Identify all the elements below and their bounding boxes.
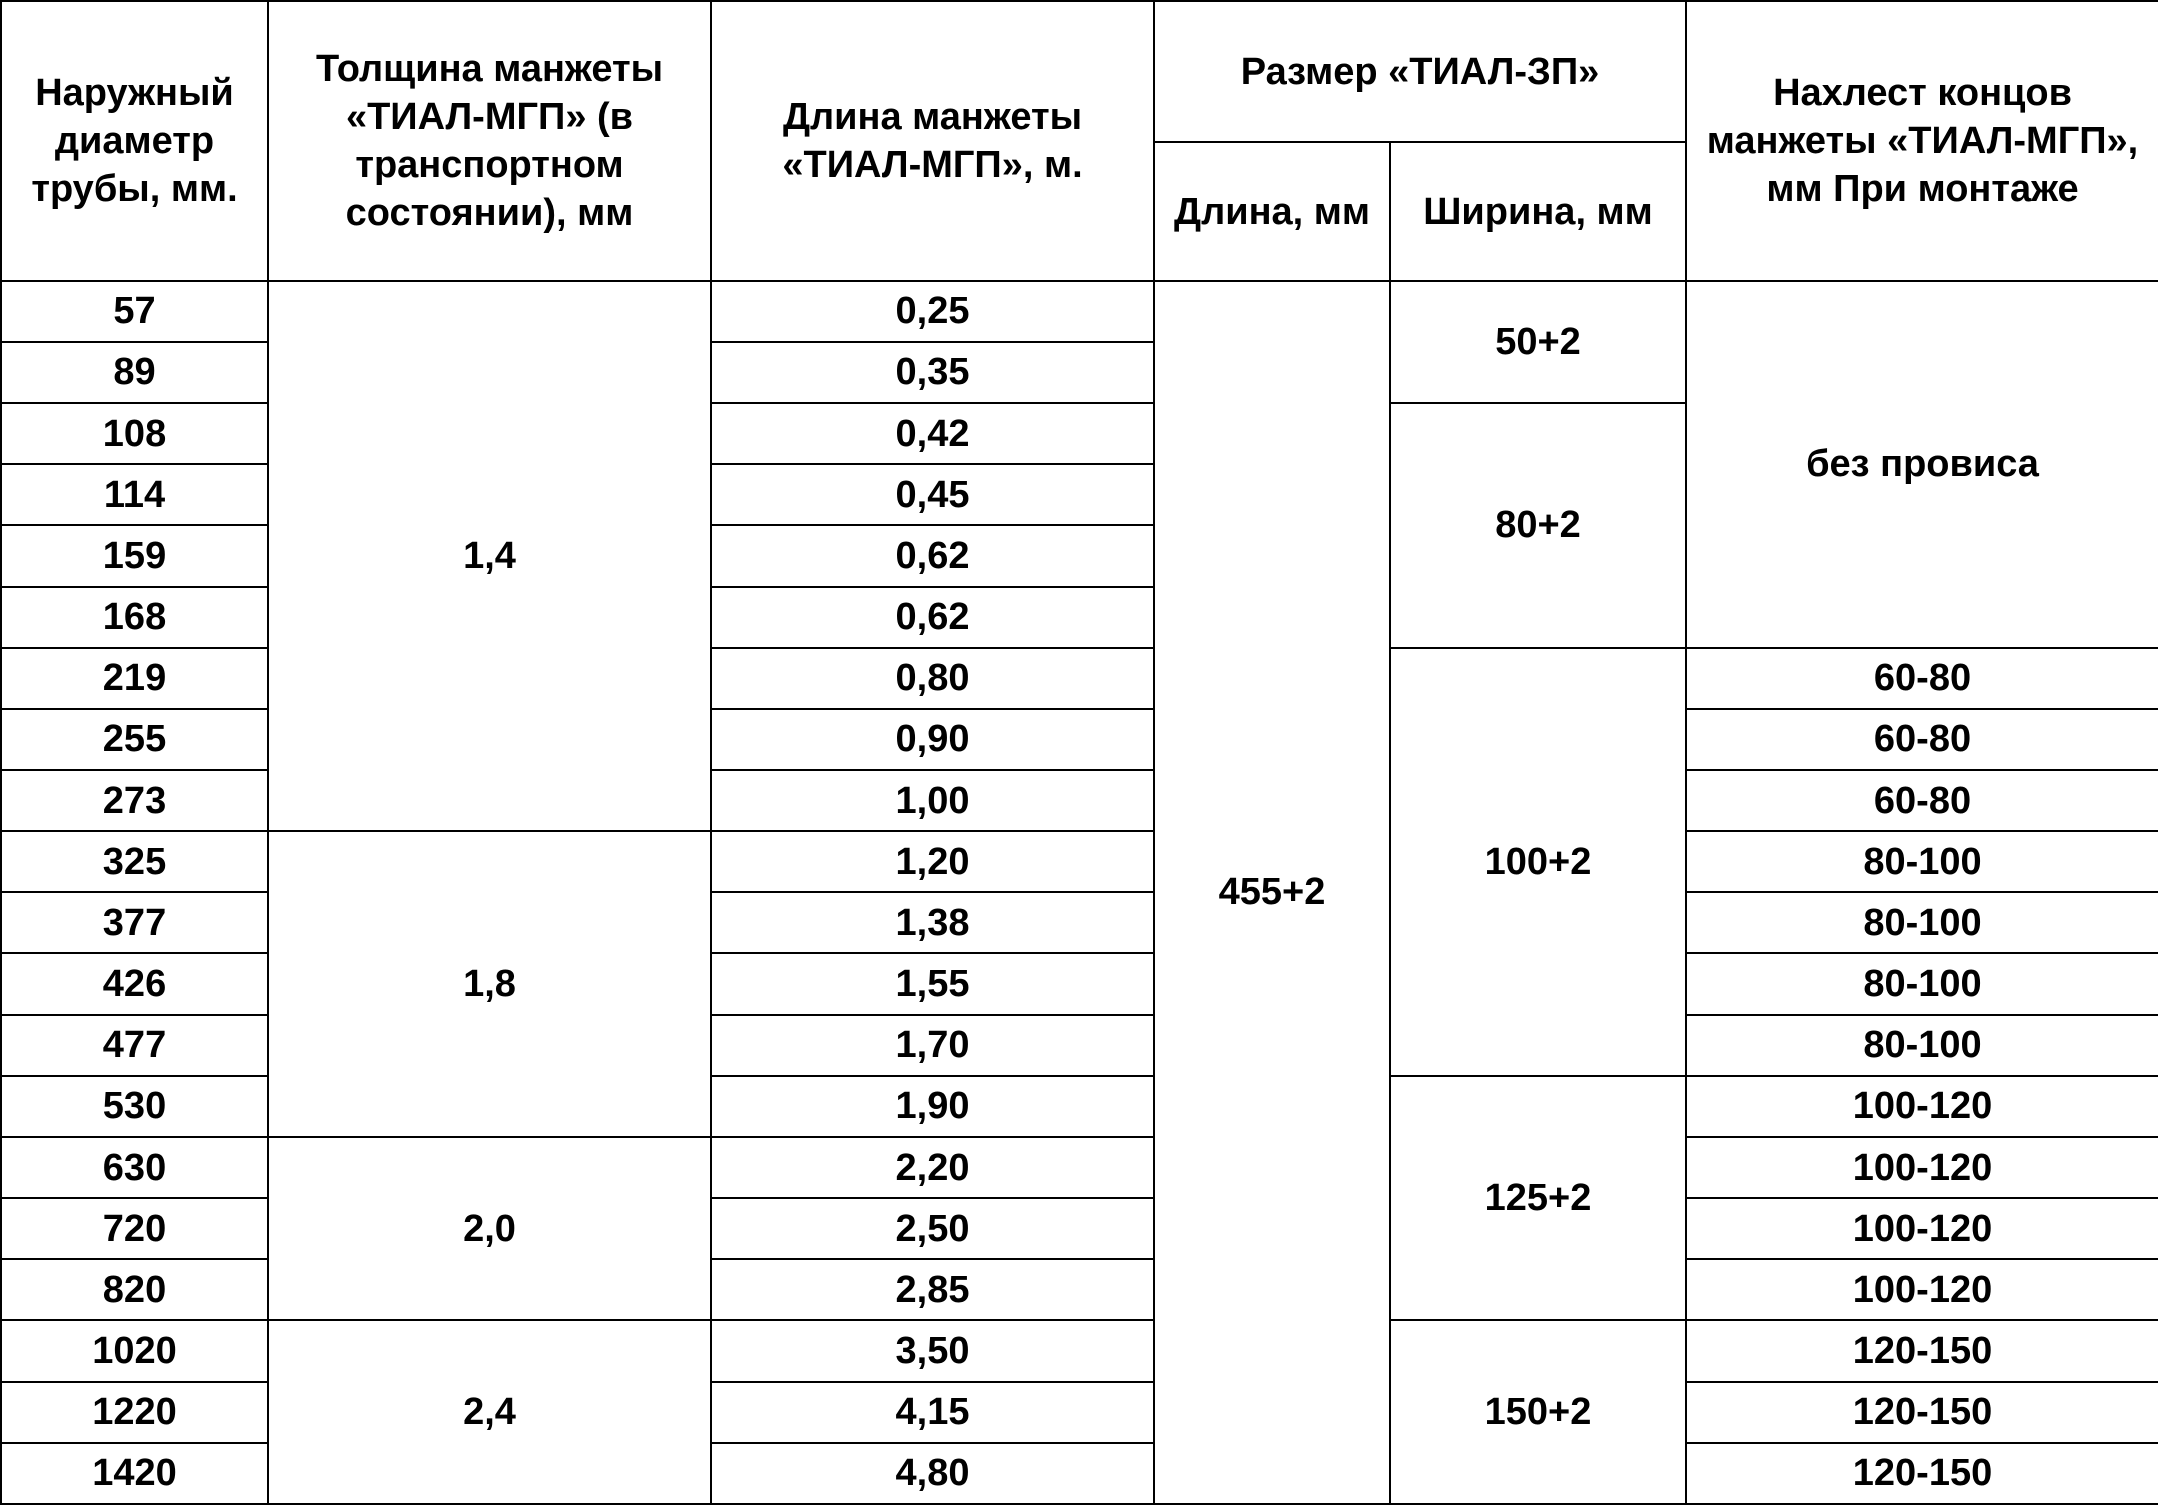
cuff-length-cell: 4,80 <box>711 1443 1154 1504</box>
header-tial-zp-size: Размер «ТИАЛ-ЗП» <box>1154 1 1686 142</box>
diameter-cell: 1420 <box>1 1443 268 1504</box>
overlap-cell: 120-150 <box>1686 1443 2158 1504</box>
thickness-cell: 2,0 <box>268 1137 711 1320</box>
zp-width-cell: 150+2 <box>1390 1320 1686 1504</box>
cuff-length-cell: 1,00 <box>711 770 1154 831</box>
overlap-cell: 80-100 <box>1686 953 2158 1014</box>
overlap-cell: 60-80 <box>1686 770 2158 831</box>
diameter-cell: 273 <box>1 770 268 831</box>
diameter-cell: 377 <box>1 892 268 953</box>
overlap-cell: 100-120 <box>1686 1076 2158 1137</box>
overlap-cell: 60-80 <box>1686 709 2158 770</box>
header-zp-length: Длина, мм <box>1154 142 1390 280</box>
diameter-cell: 57 <box>1 281 268 342</box>
diameter-cell: 1020 <box>1 1320 268 1381</box>
diameter-cell: 530 <box>1 1076 268 1137</box>
header-overlap: Нахлест концов манжеты «ТИАЛ-МГП», мм При монтаже <box>1686 1 2158 281</box>
overlap-cell: 60-80 <box>1686 648 2158 709</box>
cuff-length-cell: 2,85 <box>711 1259 1154 1320</box>
overlap-no-sag-cell: без провиса <box>1686 281 2158 648</box>
diameter-cell: 255 <box>1 709 268 770</box>
thickness-cell: 2,4 <box>268 1320 711 1504</box>
diameter-cell: 108 <box>1 403 268 464</box>
header-cuff-thickness: Толщина манжеты «ТИАЛ-МГП» (в транспортном состоянии), мм <box>268 1 711 281</box>
zp-width-cell: 100+2 <box>1390 648 1686 1076</box>
overlap-cell: 80-100 <box>1686 1015 2158 1076</box>
diameter-cell: 325 <box>1 831 268 892</box>
overlap-cell: 100-120 <box>1686 1198 2158 1259</box>
cuff-length-cell: 0,42 <box>711 403 1154 464</box>
diameter-cell: 1220 <box>1 1382 268 1443</box>
header-outer-diameter: Наружный диаметр трубы, мм. <box>1 1 268 281</box>
cuff-length-cell: 1,90 <box>711 1076 1154 1137</box>
cuff-length-cell: 0,62 <box>711 525 1154 586</box>
overlap-cell: 100-120 <box>1686 1137 2158 1198</box>
thickness-cell: 1,8 <box>268 831 711 1137</box>
diameter-cell: 720 <box>1 1198 268 1259</box>
cuff-length-cell: 1,70 <box>711 1015 1154 1076</box>
overlap-cell: 120-150 <box>1686 1382 2158 1443</box>
cuff-length-cell: 1,38 <box>711 892 1154 953</box>
cuff-length-cell: 1,20 <box>711 831 1154 892</box>
overlap-cell: 120-150 <box>1686 1320 2158 1381</box>
diameter-cell: 477 <box>1 1015 268 1076</box>
cuff-length-cell: 0,25 <box>711 281 1154 342</box>
zp-length-cell: 455+2 <box>1154 281 1390 1504</box>
cuff-length-cell: 0,62 <box>711 587 1154 648</box>
diameter-cell: 89 <box>1 342 268 403</box>
diameter-cell: 219 <box>1 648 268 709</box>
diameter-cell: 630 <box>1 1137 268 1198</box>
diameter-cell: 426 <box>1 953 268 1014</box>
cuff-length-cell: 0,45 <box>711 464 1154 525</box>
cuff-length-cell: 2,20 <box>711 1137 1154 1198</box>
diameter-cell: 159 <box>1 525 268 586</box>
cuff-length-cell: 0,80 <box>711 648 1154 709</box>
overlap-cell: 100-120 <box>1686 1259 2158 1320</box>
cuff-length-cell: 2,50 <box>711 1198 1154 1259</box>
diameter-cell: 820 <box>1 1259 268 1320</box>
zp-width-cell: 50+2 <box>1390 281 1686 403</box>
overlap-cell: 80-100 <box>1686 831 2158 892</box>
thickness-cell: 1,4 <box>268 281 711 831</box>
overlap-cell: 80-100 <box>1686 892 2158 953</box>
cuff-length-cell: 4,15 <box>711 1382 1154 1443</box>
header-zp-width: Ширина, мм <box>1390 142 1686 280</box>
header-cuff-length: Длина манжеты «ТИАЛ-МГП», м. <box>711 1 1154 281</box>
diameter-cell: 168 <box>1 587 268 648</box>
cuff-length-cell: 1,55 <box>711 953 1154 1014</box>
diameter-cell: 114 <box>1 464 268 525</box>
cuff-length-cell: 0,90 <box>711 709 1154 770</box>
zp-width-cell: 125+2 <box>1390 1076 1686 1321</box>
cuff-length-cell: 3,50 <box>711 1320 1154 1381</box>
zp-width-cell: 80+2 <box>1390 403 1686 648</box>
cuff-length-cell: 0,35 <box>711 342 1154 403</box>
